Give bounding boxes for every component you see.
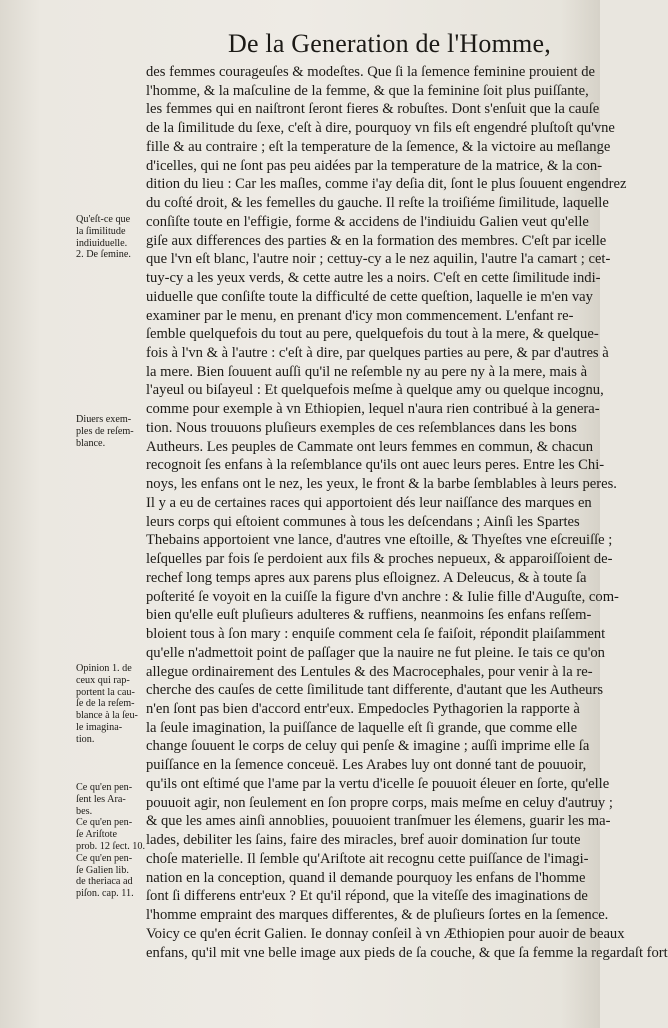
- text-line: enfans, qu'il mit vne belle image aux pieds de ſa couche, & que ſa femme la regardaſt fort: [146, 944, 668, 961]
- margin-note-line: ceux qui rap-: [76, 674, 130, 686]
- text-line: examiner par le menu, en prenant d'icy mon commencement. L'enfant re-: [146, 307, 574, 324]
- margin-note-line: ſe Galien lib.: [76, 864, 129, 876]
- text-line: l'homme, & la maſculine de la femme, & que la feminine ſoit plus puiſſante,: [146, 82, 589, 99]
- text-line: comme pour exemple à vn Ethiopien, lequel n'aura rien contribué à la genera-: [146, 401, 600, 418]
- margin-note-line: la ſimilitude: [76, 225, 126, 237]
- margin-note-line: ples de reſem-: [76, 425, 134, 437]
- text-line: de la ſimilitude du ſexe, c'eſt à dire, pourquoy vn fils eſt engendré pluſtoſt qu'vne: [146, 120, 615, 137]
- page-title: De la Generation de l'Homme,: [228, 29, 551, 58]
- margin-note-line: bes.: [76, 805, 93, 817]
- margin-note-line: blance à la ſeu-: [76, 710, 138, 722]
- text-line: conſiſte toute en l'effigie, forme & accidens de l'indiuidu Galien veut qu'elle: [146, 213, 589, 230]
- text-line: nation en la conception, quand il demande pourquoy les enfans de l'homme: [146, 869, 586, 886]
- margin-note-examples: [76, 414, 144, 449]
- text-line: bloient tous à ſon mary : enquiſe comment cela ſe faiſoit, répondit plaiſamment: [146, 626, 606, 643]
- text-line: leurs corps qui eſtoient communes à tous les deſcendans ; Ainſi les Spartes: [146, 513, 580, 530]
- margin-note-line: Ce qu'en pen-: [76, 852, 133, 864]
- margin-note-line: ſe Ariſtote: [76, 829, 118, 841]
- text-line: qu'elle n'admettoit point de paſſager que la nauire ne fut pleine. Ie tais ce qu'on: [146, 644, 605, 661]
- text-line: la ſeule imagination, la puiſſance de laquelle eſt ſi grande, que comme elle: [146, 719, 578, 736]
- main-text-block: [146, 63, 668, 962]
- text-line: qu'ils ont eſtimé que l'ame par la vertu d'icelle ſe pouuoit éleuer en ſorte, qu'elle: [146, 775, 610, 792]
- margin-note-references: [76, 782, 144, 900]
- margin-note-line: ſe de la reſem-: [76, 698, 135, 710]
- text-line: des femmes courageuſes & modeſtes. Que ſi la ſemence feminine prouient de: [146, 64, 596, 80]
- text-line: ſemble quelquefois du tout au pere, quelquefois du tout à la mere, & quelque-: [146, 326, 599, 343]
- text-line: leſquelles par fois ſe perdoient aux fils & proches nepueux, & apparoiſſoient de-: [146, 551, 613, 568]
- text-line: allegue ordinairement des Lentules & des Macrocephales, pour venir à la re-: [146, 663, 593, 680]
- text-line: la mere. Bien ſouuent auſſi qu'il ne reſemble ny au pere ny à la mere, mais à: [146, 363, 588, 380]
- text-line: change ſouuent le corps de celuy qui penſe & imagine ; auſſi imprime elle ſa: [146, 738, 590, 755]
- text-line: pouuoit agir, non ſeulement en ſon propre corps, mais meſme en celuy d'autruy ;: [146, 794, 613, 811]
- margin-note-opinion: [76, 663, 144, 746]
- text-line: l'homme empraint des marques differentes, & de pluſieurs ſortes en la ſemence.: [146, 907, 609, 924]
- text-line: ſont ſi differens entr'eux ? Et qu'il répond, que la viteſſe des imaginations de: [146, 888, 588, 905]
- margin-note-line: blance.: [76, 437, 106, 449]
- text-line: rechef long temps apres aux parens plus eſloignez. A Deleucus, & à toute ſa: [146, 569, 587, 586]
- margin-note-line: ſent les Ara-: [76, 793, 126, 805]
- margin-note-line: Ce qu'en pen-: [76, 782, 133, 793]
- text-line: l'ayeul ou biſayeul : Et quelquefois meſme à quelque amy ou quelque incognu,: [146, 382, 604, 399]
- text-line: choſe materielle. Il ſemble qu'Ariſtote ait recognu cette puiſſance de l'imagi-: [146, 850, 589, 867]
- margin-note-line: tion.: [76, 733, 95, 745]
- text-line: dition du lieu : Car les maſles, comme i'ay deſia dit, ſont le plus ſouuent engendrez: [146, 176, 627, 193]
- text-line: bien qu'elle euſt pluſieurs adulteres & ruffiens, neanmoins ſes enfans reſſem-: [146, 607, 592, 624]
- margin-note-line: 2. De ſemine.: [76, 249, 131, 261]
- margin-note-line: le imagina-: [76, 721, 123, 733]
- margin-note-line: indiuiduelle.: [76, 237, 128, 249]
- text-line: uiduelle que conſiſte toute la difficulté de cette queſtion, laquelle ie m'en vay: [146, 288, 593, 305]
- text-line: noys, les enfans ont le nez, les yeux, le front & la barbe ſemblables à leurs peres.: [146, 476, 617, 493]
- text-line: tion. Nous trouuons pluſieurs exemples de ces reſemblances dans les bons: [146, 419, 577, 436]
- text-line: n'en ſont pas bien d'accord entr'eux. Empedocles Pythagorien la rapporte à: [146, 700, 580, 717]
- text-line: Il y a eu de certaines races qui apportoient dés leur naiſſance des marques en: [146, 494, 592, 511]
- text-line: tuy-cy a les yeux verds, & cette autre les a noirs. C'eſt en cette ſimilitude indi-: [146, 270, 601, 287]
- text-line: poſterité ſe voyoit en la cuiſſe la figure d'vn anchre : & Iulie fille d'Auguſte, com-: [146, 588, 619, 605]
- margin-note-line: Ce qu'en pen-: [76, 817, 133, 829]
- text-line: recognoit ſes enfans à la reſemblance qu'ils ont auec leurs peres. Entre les Chi-: [146, 457, 605, 474]
- margin-note-similitude: [76, 214, 144, 261]
- margin-note-line: prob. 12 ſect. 10.: [76, 840, 146, 852]
- text-line: fille & au contraire ; eſt la temperature de la ſemence, & la victoire au meſlange: [146, 138, 611, 155]
- text-line: & que les ames ainſi annoblies, pouuoient tranſmuer les élemens, guarir les ma-: [146, 813, 611, 830]
- margin-note-line: Qu'eſt-ce que: [76, 214, 131, 225]
- text-line: les femmes qui en naiſtront ſeront fieres & robuſtes. Dont s'enſuit que la cauſe: [146, 101, 600, 118]
- margin-note-line: Opinion 1. de: [76, 663, 132, 674]
- margin-note-line: de theriaca ad: [76, 876, 133, 888]
- text-line: lades, debiliter les ſains, faire des miracles, bref auoir domination ſur toute: [146, 832, 581, 849]
- text-line: cherche des cauſes de cette ſimilitude tant differente, d'autant que les Autheurs: [146, 682, 604, 699]
- text-line: du coſté droit, & les femelles du gauche. Il reſte la troiſiéme ſimilitude, laquelle: [146, 195, 609, 212]
- text-line: Thebains apportoient vne lance, d'autres vne eſtoille, & Thyeſtes vne eſcreuiſſe ;: [146, 532, 613, 549]
- text-line: fois à l'vn & à l'autre : c'eſt à dire, par quelques parties au pere, & par d'autres à: [146, 345, 609, 362]
- text-line: Autheurs. Les peuples de Cammate ont leurs femmes en commun, & chacun: [146, 438, 594, 455]
- margin-note-line: Diuers exem-: [76, 414, 132, 425]
- margin-note-line: piſon. cap. 11.: [76, 888, 134, 900]
- text-line: giſe aux differences des parties & en la formation des membres. C'eſt par icelle: [146, 232, 607, 249]
- margin-note-line: portent la cau-: [76, 686, 135, 698]
- text-line: que l'vn eſt blanc, l'autre noir ; cettuy-cy a le nez aquilin, l'autre l'a camart ; cet-: [146, 251, 611, 268]
- text-line: d'icelles, qui ne ſont pas peu aidées par la temperature de la matrice, & la con-: [146, 157, 603, 174]
- text-line: puiſſance en la ſemence conceuë. Les Arabes luy ont donné tant de pouuoir,: [146, 757, 587, 774]
- text-line: Voicy ce qu'en écrit Galien. Ie donnay conſeil à vn Æthiopien pour auoir de beaux: [146, 925, 625, 942]
